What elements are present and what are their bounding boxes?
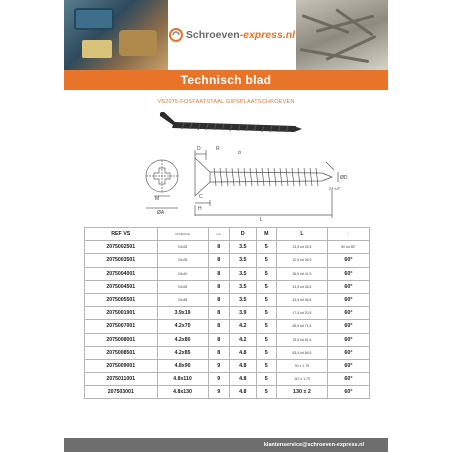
page-title: Technisch blad [180,73,272,87]
cell-m: 5 [256,254,276,267]
cell-ref: 2075001901 [85,307,158,320]
cell-angle: 60° [328,320,370,333]
cell-mm: 8 [208,293,229,306]
cell-ref: 2075007001 [85,320,158,333]
footer [64,438,388,452]
cell-angle: 60° [328,346,370,359]
cell-d: 4.2 [229,333,256,346]
cell-m: 5 [256,359,276,372]
head-top-view [146,160,178,208]
col-mm: mm [208,228,229,241]
product-subtitle: VS2075-FOSFAATSTAAL GIPSPLAATSCHROEVEN [157,99,295,105]
cell-d: 3.9 [229,307,256,320]
cell-angle: 60° [328,386,370,399]
table-row [85,333,370,346]
cell-dimension: 4.8x130 [157,386,208,399]
cell-l: 68,5 tot 71,5 [276,320,327,333]
cell-dimension: 4.2x80 [157,333,208,346]
cell-ref: 2075005501 [85,293,158,306]
cell-d: 4.8 [229,373,256,386]
cell-m: 5 [256,386,276,399]
label-h: H [198,206,202,212]
tools-photo [64,0,168,70]
cell-dimension: 3.5x45 [157,280,208,293]
cell-dimension: 4.8x90 [157,359,208,372]
col-ref: REF VS [85,228,158,241]
cell-ref: 2075008001 [85,333,158,346]
cell-l: 23,5 tot 26,5 [276,241,327,254]
specifications-table [84,227,370,399]
cell-d: 3.5 [229,293,256,306]
label-l: L [260,217,263,223]
cell-l: 43,5 tot 46,5 [276,293,327,306]
table-row [85,307,370,320]
cell-angle: 60° [328,359,370,372]
cell-angle: 60° [328,267,370,280]
cell-d: 3.5 [229,280,256,293]
table-row [85,293,370,306]
cell-l: 90 ± 1.75 [276,359,327,372]
cell-angle: 60° [328,293,370,306]
cell-dimension: 3.5x35 [157,254,208,267]
cell-ref: 2075008501 [85,346,158,359]
cell-ref: 2075004501 [85,280,158,293]
logo-domain: -express.nl [239,29,296,41]
cell-m: 5 [256,267,276,280]
cell-dimension: 3.5x25 [157,241,208,254]
cell-m: 5 [256,280,276,293]
table-row [85,373,370,386]
cell-l: 130 ± 2 [276,386,327,399]
cell-mm: 9 [208,386,229,399]
cell-ref: 2075003501 [85,254,158,267]
logo-name: Schroeven [185,29,240,41]
table-row [85,241,370,254]
cell-dimension: 4.8x110 [157,373,208,386]
table-header-row [85,228,370,241]
cell-l: 43,5 tot 46,5 [276,280,327,293]
title-banner [64,70,388,90]
col-angle: ° [328,228,370,241]
table-row [85,359,370,372]
cell-l: 32,5 tot 36,5 [276,254,327,267]
cell-mm: 8 [208,241,229,254]
cell-angle: 60° [328,333,370,346]
col-l: L [276,228,327,241]
label-m: M [155,196,160,202]
logo-icon [169,28,183,42]
cell-mm: 8 [208,267,229,280]
table-body [85,241,370,399]
col-d: D [229,228,256,241]
cell-dimension: 3.5x40 [157,267,208,280]
cell-m: 5 [256,333,276,346]
cell-ref: 2075004001 [85,267,158,280]
table-row [85,280,370,293]
col-dimension: DIMENSIE [157,228,208,241]
label-angle: 23°±2° [329,187,341,191]
screw-side-view [195,150,338,218]
cell-ref: 2075002501 [85,241,158,254]
cell-dimension: 3.5x55 [157,293,208,306]
label-d: D [197,146,201,152]
cell-angle: 60° [328,373,370,386]
cell-angle: 60 tot 55° [328,241,370,254]
cell-angle: 60° [328,254,370,267]
cell-l: 110 ± 1.75 [276,373,327,386]
cell-d: 3.5 [229,241,256,254]
cell-m: 5 [256,307,276,320]
cell-l: 36,5 tot 41,5 [276,267,327,280]
cell-l: 83,5 tot 86,5 [276,346,327,359]
technical-drawing [64,110,388,228]
cell-dimension: 4.2x85 [157,346,208,359]
table-row [85,386,370,399]
screws-photo [296,0,388,70]
cell-mm: 8 [208,333,229,346]
cell-m: 5 [256,293,276,306]
cell-ref: 2075009001 [85,359,158,372]
label-dd: ØD [340,175,348,181]
cell-mm: 8 [208,307,229,320]
cell-l: 17,5 tot 20,5 [276,307,327,320]
cell-mm: 9 [208,359,229,372]
cell-d: 4.2 [229,320,256,333]
screw-image [160,112,302,132]
cell-d: 3.5 [229,267,256,280]
logo[interactable] [168,0,296,70]
table-row [85,267,370,280]
cell-angle: 60° [328,280,370,293]
cell-mm: 9 [208,373,229,386]
cell-m: 5 [256,241,276,254]
label-a: ØA [157,210,165,216]
table-row [85,254,370,267]
cell-d: 3.5 [229,254,256,267]
cell-m: 5 [256,346,276,359]
cell-mm: 8 [208,320,229,333]
cell-m: 5 [256,373,276,386]
cell-d: 4.8 [229,346,256,359]
cell-ref: 207503001 [85,386,158,399]
cell-l: 78,5 tot 81,5 [276,333,327,346]
cell-ref: 2075011001 [85,373,158,386]
cell-mm: 8 [208,254,229,267]
cell-angle: 60° [328,307,370,320]
cell-mm: 8 [208,346,229,359]
table-row [85,346,370,359]
label-c: C [199,194,203,200]
cell-d: 4.8 [229,386,256,399]
contact-email[interactable]: klantenservice@schroeven-express.nl [263,442,364,448]
cell-m: 5 [256,320,276,333]
header [64,0,388,70]
cell-dimension: 4.2x70 [157,320,208,333]
col-m: M [256,228,276,241]
cell-dimension: 3.9x19 [157,307,208,320]
cell-mm: 8 [208,280,229,293]
label-r: R [216,146,220,152]
cell-d: 4.8 [229,359,256,372]
table-row [85,320,370,333]
label-alpha: α [238,150,241,156]
